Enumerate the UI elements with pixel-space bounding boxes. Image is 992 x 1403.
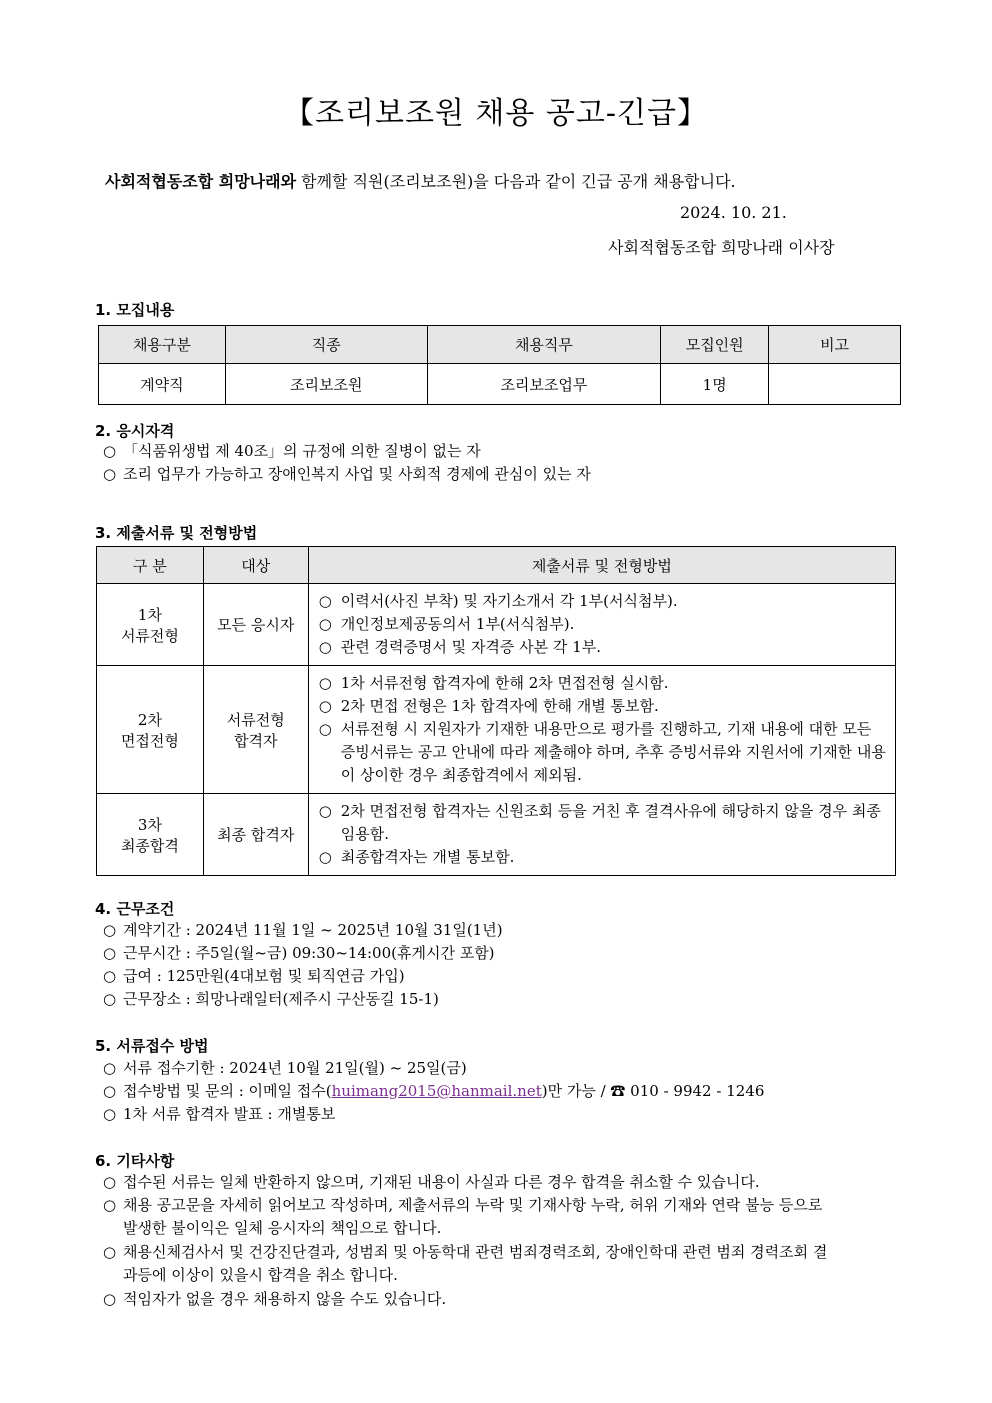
intro-org: 사회적협동조합 희망나래와 (105, 172, 297, 191)
list-item: ○ 채용신체검사서 및 건강진단결과, 성범죄 및 아동학대 관련 범죄경력조회, 장애인학대 관련 범죄 경력조회 결 (103, 1241, 827, 1264)
stage-cell: 3차 최종합격 (97, 794, 204, 876)
target-cell: 서류전형 합격자 (203, 666, 308, 794)
bullet-icon: ○ (103, 944, 117, 962)
selection-table (96, 546, 896, 876)
bullet-icon: ○ (318, 697, 332, 715)
bullet-icon: ○ (103, 442, 117, 460)
list-item: ○ 서류전형 시 지원자가 기재한 내용만으로 평가를 진행하고, 기재 내용에 대한 모든 증빙서류는 공고 안내에 따라 제출해야 하며, 추후 증빙서류와 지원서에 기재한 내용이 상이한 경우 최종합격에서 제외됨. (318, 720, 886, 784)
bullet-icon: ○ (103, 1105, 117, 1123)
bullet-icon: ○ (318, 615, 332, 633)
list-item: ○ 적임자가 없을 경우 채용하지 않을 수도 있습니다. (103, 1288, 446, 1311)
bullet-icon: ○ (103, 967, 117, 985)
bullet-icon: ○ (103, 1082, 117, 1100)
section-1-title: 1. 모집내용 (95, 301, 175, 319)
bullet-icon: ○ (103, 1196, 117, 1214)
list-item: ○ 2차 면접 전형은 1차 합격자에 한해 개별 통보함. (319, 695, 889, 718)
bullet-icon: ○ (103, 1173, 117, 1191)
bullet-icon: ○ (103, 1243, 117, 1261)
table-header-row (99, 326, 901, 364)
list-item: ○ 서류 접수기한 : 2024년 10월 21일(월) ~ 25일(금) (103, 1057, 467, 1080)
list-item: ○ 개인정보제공동의서 1부(서식첨부). (319, 613, 889, 636)
list-item: ○ 접수된 서류는 일체 반환하지 않으며, 기재된 내용이 사실과 다른 경우 합격을 취소할 수 있습니다. (103, 1171, 760, 1194)
notice-date: 2024. 10. 21. (680, 203, 787, 222)
header-cell: 직종 (225, 326, 427, 364)
intro-text (105, 169, 736, 192)
intro-body: 함께할 직원(조리보조원)을 다음과 같이 긴급 공개 채용합니다. (296, 172, 736, 191)
method-cell (308, 794, 895, 876)
bullet-icon: ○ (318, 592, 332, 610)
header-cell: 채용구분 (99, 326, 226, 364)
header-cell: 제출서류 및 전형방법 (308, 547, 895, 584)
bullet-icon: ○ (103, 921, 117, 939)
table-row (99, 364, 901, 405)
list-item: ○ 2차 면접전형 합격자는 신원조회 등을 거친 후 결격사유에 해당하지 않을 경우 최종 임용함. (318, 802, 881, 843)
table-cell: 계약직 (99, 364, 226, 405)
list-item: ○ 접수방법 및 문의 : 이메일 접수(huimang2015@hanmail.net)만 가능 / ☎ 010 - 9942 - 1246 (103, 1080, 764, 1103)
method-cell (308, 584, 895, 666)
bullet-icon: ○ (318, 802, 332, 820)
bullet-icon: ○ (318, 720, 332, 738)
header-cell: 구 분 (97, 547, 204, 584)
table-cell (769, 364, 901, 405)
bullet-icon: ○ (103, 990, 117, 1008)
table-cell: 조리보조업무 (427, 364, 661, 405)
header-cell: 대상 (203, 547, 308, 584)
stage-cell: 1차 서류전형 (97, 584, 204, 666)
bullet-icon: ○ (318, 638, 332, 656)
list-item: ○ 근무장소 : 희망나래일터(제주시 구산동길 15-1) (103, 988, 439, 1011)
target-cell: 모든 응시자 (203, 584, 308, 666)
list-item: ○ 1차 서류전형 합격자에 한해 2차 면접전형 실시함. (319, 672, 889, 695)
table-row (97, 794, 896, 876)
method-cell (308, 666, 895, 794)
list-item: ○ 관련 경력증명서 및 자격증 사본 각 1부. (319, 636, 889, 659)
target-cell: 최종 합격자 (203, 794, 308, 876)
list-item-continued: 발생한 불이익은 일체 응시자의 책임으로 합니다. (123, 1219, 442, 1237)
table-cell: 조리보조원 (225, 364, 427, 405)
page-title: 【조리보조원 채용 공고-긴급】 (284, 96, 708, 131)
list-item: ○ 이력서(사진 부착) 및 자기소개서 각 1부(서식첨부). (319, 590, 889, 613)
list-item: ○ 급여 : 125만원(4대보험 및 퇴직연금 가입) (103, 965, 405, 988)
header-cell: 채용직무 (427, 326, 661, 364)
list-item: ○ 최종합격자는 개별 통보함. (319, 846, 889, 869)
table-row (97, 584, 896, 666)
stage-cell: 2차 면접전형 (97, 666, 204, 794)
list-item: ○ 1차 서류 합격자 발표 : 개별통보 (103, 1103, 335, 1126)
bullet-icon: ○ (103, 465, 117, 483)
table-row (97, 666, 896, 794)
section-3-title: 3. 제출서류 및 전형방법 (95, 524, 258, 542)
bullet-icon: ○ (103, 1059, 117, 1077)
notice-signer: 사회적협동조합 희망나래 이사장 (608, 238, 835, 257)
section-5-title: 5. 서류접수 방법 (95, 1037, 209, 1055)
section-4-title: 4. 근무조건 (95, 900, 175, 918)
email-link[interactable]: huimang2015@hanmail.net (331, 1082, 542, 1100)
list-item-continued: 과등에 이상이 있을시 합격을 취소 합니다. (123, 1266, 398, 1284)
bullet-icon: ○ (318, 674, 332, 692)
section-2-title: 2. 응시자격 (95, 422, 175, 440)
header-cell: 모집인원 (661, 326, 769, 364)
bullet-icon: ○ (318, 848, 332, 866)
recruitment-table (98, 325, 901, 405)
list-item: ○ 채용 공고문을 자세히 읽어보고 작성하며, 제출서류의 누락 및 기재사항 누락, 허위 기재와 연락 불능 등으로 (103, 1194, 822, 1217)
list-item: ○ 계약기간 : 2024년 11월 1일 ~ 2025년 10월 31일(1년) (103, 919, 503, 942)
section-6-title: 6. 기타사항 (95, 1152, 175, 1170)
header-cell: 비고 (769, 326, 901, 364)
table-cell: 1명 (661, 364, 769, 405)
list-item: ○ 「식품위생법 제 40조」의 규정에 의한 질병이 없는 자 (103, 440, 481, 463)
list-item: ○ 조리 업무가 가능하고 장애인복지 사업 및 사회적 경제에 관심이 있는 자 (103, 463, 591, 486)
list-item: ○ 근무시간 : 주5일(월~금) 09:30~14:00(휴게시간 포함) (103, 942, 495, 965)
table-header-row (97, 547, 896, 584)
bullet-icon: ○ (103, 1290, 117, 1308)
